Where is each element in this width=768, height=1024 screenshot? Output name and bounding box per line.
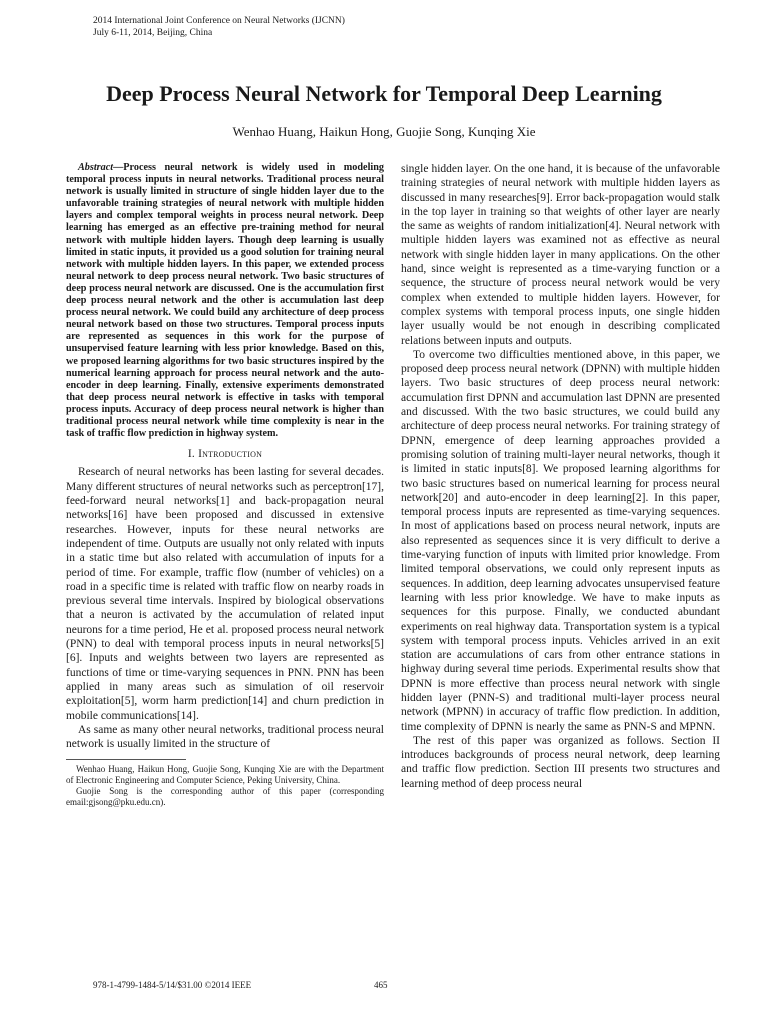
intro-paragraph-4: To overcome two difficulties mentioned above, in this paper, we proposed deep process neural network (DPNN) with multiple hidden layers. Two basic structures of deep process neural network: accumulation first DPNN and accumulation last DPNN are presented and discussed. With the two basic structures, we could build any architecture of deep process neural networks. For training strategy of DPNN, emergence of deep learning approaches provided a promising solution of training multi-layer neural networks, though it is limited in static inputs[8]. We proposed learning algorithms for two basic structures based on numerical learning for process neural network[20] and auto-encoder in deep learning[2]. In this paper, temporal process inputs are represented as time-varying sequences. In most of applications based on process neural network, inputs are also represented as sequences since it is very difficult to derive a time-varying function of inputs with limited prior knowledge. From limited temporal observations, we could only represent inputs as sequences. In addition, deep learning advocates unsupervised feature learning with less prior knowledge. We have to make inputs as sequences for this purpose. Finally, we conducted abundant experiments on real highway data. Transportation system is a typical system with temporal process inputs. Vehicles arrived in an exit station are accumulations of cars from other entrance stations in highway during several time periods. Experimental results show that DPNN is more effective than process neural network with single hidden layer (PNN-S) and traditional multi-layer process neural network (MPNN) in accuracy of traffic flow prediction. In addition, time complexity of DPNN is nearly the same as PNN-S and MPNN. [401,348,720,733]
intro-paragraph-5: The rest of this paper was organized as follows. Section II introduces backgrounds of process neural network, deep learning and traffic flow prediction. Section III presents two structures and learning method of deep process neural [401,734,720,790]
right-column [401,162,720,791]
page-number: 465 [374,980,388,990]
copyright-notice: 978-1-4799-1484-5/14/$31.00 ©2014 IEEE [93,980,252,990]
abstract-text: Process neural network is widely used in modeling temporal process inputs in neural networks. Traditional process neural network is usually limited in structure of single hidden layer due to the unfavorable training strategies of neural network with multiple hidden layers and complex temporal weights in process neural network. Deep learning has emerged as an effective pre-training method for neural network with multiple hidden layers. Though deep learning is usually limited in static inputs, it provided us a good solution for training neural network with multiple hidden layers. In this paper, we extended process neural network to deep process neural network. Two basic structures of deep process neural network are discussed. One is the accumulation first deep process neural network and the other is accumulation last deep process neural network. We could build any architecture of deep process neural network based on those two structures. Temporal process inputs are represented as sequences in this work for the purpose of unsupervised feature learning with less prior knowledge. Based on this, we proposed learning algorithms for two basic structures inspired by the numerical learning approach for process neural network and the auto-encoder in deep learning. Finally, extensive experiments demonstrated that deep process neural network is effective in tasks with temporal process inputs. Accuracy of deep process neural network is higher than traditional process neural network while time complexity is near in the task of traffic flow prediction in highway system. [66,162,384,440]
paper-title: Deep Process Neural Network for Temporal Deep Learning [106,81,662,106]
footnote-divider [66,759,186,760]
abstract-separator: — [113,162,124,173]
conference-date-location: July 6-11, 2014, Beijing, China [93,27,213,38]
left-column [66,162,384,808]
footnote-corresponding-author: Guojie Song is the corresponding author of this paper (corresponding email:gjsong@pku.edu.cn). [66,786,384,808]
abstract [66,162,384,440]
abstract-label: Abstract [78,162,114,173]
intro-paragraph-3: single hidden layer. On the one hand, it is because of the unfavorable training strategies of neural network with multiple hidden layers as discussed in many researches[9]. Error back-propagation would stalk in the top layer in training so that weights of other layer are nearly the same as weights of random initialization[4]. Neural network with multiple hidden layers was examined not as effective as neural network with single hidden layer in many applications. On the other hand, since weight is represented as a time-varying function or a sequence, the structure of process neural network would be very complex when extended to multiple hidden layers. However, for complex systems with temporal process inputs, one single hidden layer usually would be not enough in describing complicated relations between inputs and outputs. [401,163,720,347]
conference-name: 2014 International Joint Conference on Neural Networks (IJCNN) [93,16,345,26]
conference-header [93,16,345,39]
intro-paragraph-2: As same as many other neural networks, traditional process neural network is usually limited in the structure of [66,723,384,751]
section-title: Introduction [198,448,263,461]
section-heading-introduction [66,447,384,461]
author-list: Wenhao Huang, Haikun Hong, Guojie Song, Kunqing Xie [232,124,536,139]
footnote-affiliation: Wenhao Huang, Haikun Hong, Guojie Song, Kunqing Xie are with the Department of Electronic Engineering and Computer Science, Peking University, China. [66,764,384,786]
intro-paragraph-1: Research of neural networks has been lasting for several decades. Many different structures of neural networks such as perceptron[17], feed-forward neural networks[1] and back-propagation neural networks[16] have been proposed and discussed in extensive researches. However, inputs for these neural networks are independent of time. Outputs are usually not only related with inputs in a static time but also related with accumulation of inputs for a period of time. For example, traffic flow (number of vehicles) on a road in a specific time is related with traffic flow on nearby roads in previous several time intervals. Inspired by biological observations that a neuron is activated by the accumulation of related input neurons for a time period, He et al. proposed process neural network (PNN) to deal with temporal process inputs in neural networks[5][6]. Inputs and weights between two layers are represented as functions of time or time-varying sequences in PNN. PNN has been applied in many areas such as simulation of oil reservoir exploitation[5], worm harm prediction[14] and churn prediction in mobile communications[14]. [66,466,384,722]
section-number: I. [187,448,195,461]
